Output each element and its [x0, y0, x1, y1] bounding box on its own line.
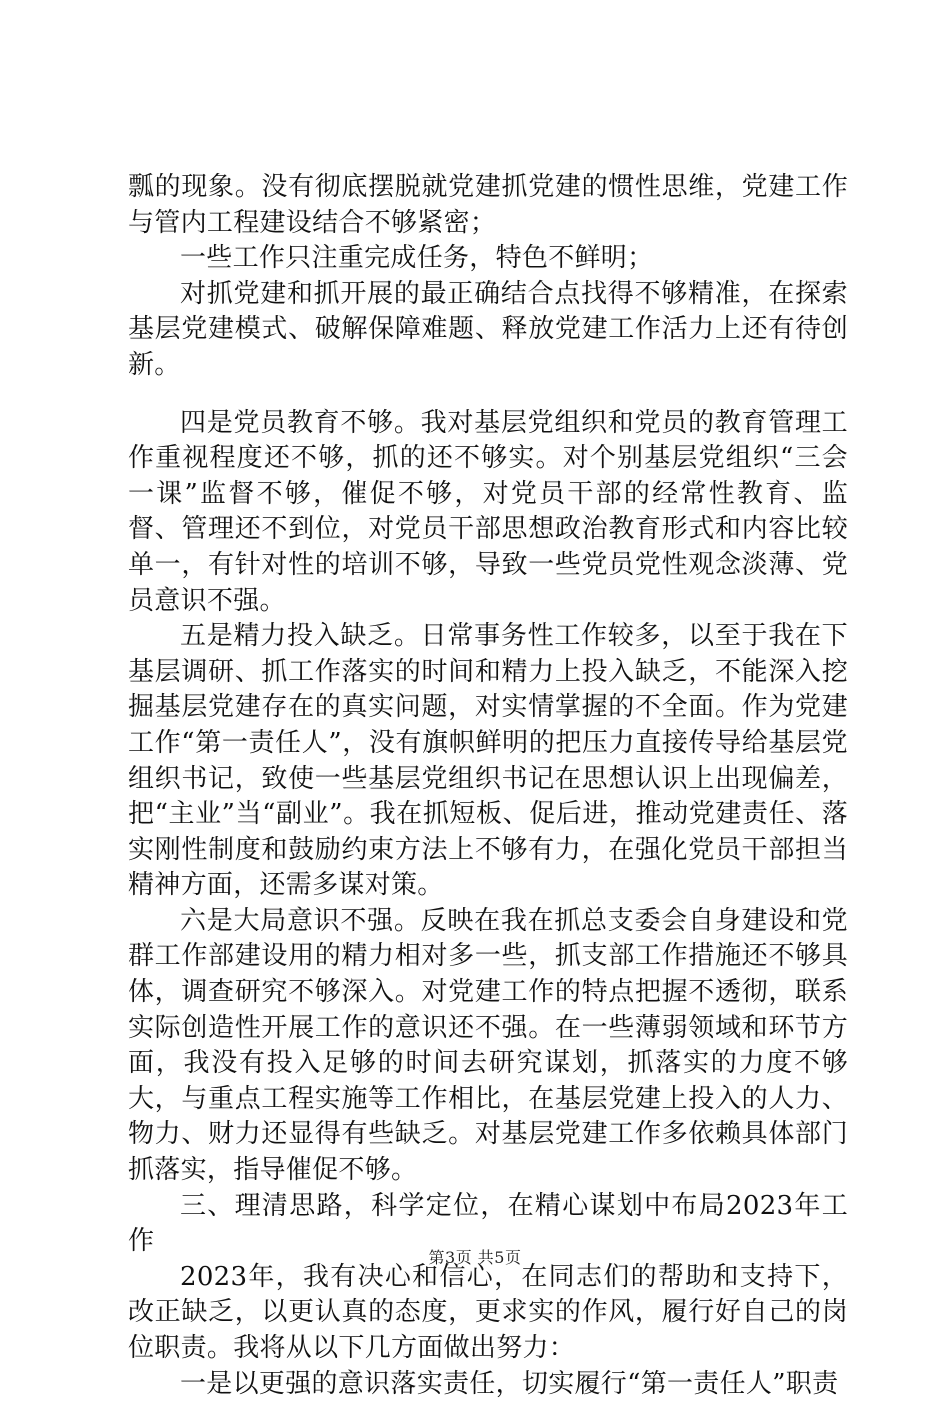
- paragraph-point-four: 四是党员教育不够。我对基层党组织和党员的教育管理工作重视程度还不够，抓的还不够实。对个别基层党组织“三会一课”监督不够，催促不够，对党员干部的经常性教育、监督、管理还不到位，对党员干部思想政治教育形式和内容比较单一，有针对性的培训不够，导致一些党员党性观念淡薄、党员意识不强。: [128, 407, 848, 616]
- paragraph-plan-point-one: 一是以更强的意识落实责任，切实履行“第一责任人”职责: [180, 1368, 839, 1399]
- paragraph-continuation: 瓢的现象。没有彻底摆脱就党建抓党建的惯性思维，党建工作与管内工程建设结合不够紧密；: [128, 172, 848, 238]
- paragraph-point-six: 六是大局意识不强。反映在我在抓总支委会自身建设和党群工作部建设用的精力相对多一些，抓支部工作措施还不够具体，调查研究不够深入。对党建工作的特点把握不透彻，联系实际创造性开展工作的意识还不强。在一些薄弱领域和环节方面，我没有投入足够的时间去研究谋划，抓落实的力度不够大，与重点工程实施等工作相比，在基层党建上投入的人力、物力、财力还显得有些缺乏。对基层党建工作多依赖具体部门抓落实，指导催促不够。: [128, 905, 848, 1186]
- section-heading-three: 三、理清思路，科学定位，在精心谋划中布局2023年工作: [128, 1190, 848, 1257]
- page-number-footer: 第3页 共5页: [428, 1248, 522, 1267]
- document-body: [128, 170, 848, 1402]
- paragraph-point-five: 五是精力投入缺乏。日常事务性工作较多，以至于我在下基层调研、抓工作落实的时间和精力上投入缺乏，不能深入挖掘基层党建存在的真实问题，对实情掌握的不全面。作为党建工作“第一责任人”，没有旗帜鲜明的把压力直接传导给基层党组织书记，致使一些基层党组织书记在思想认识上出现偏差，把“主业”当“副业”。我在抓短板、促后进，推动党建责任、落实刚性制度和鼓励约束方法上不够有力，在强化党员干部担当精神方面，还需多谋对策。: [128, 621, 848, 901]
- paragraph-plan-intro: 2023年，我有决心和信心，在同志们的帮助和支持下，改正缺乏，以更认真的态度，更求实的作风，履行好自己的岗位职责。我将从以下几方面做出努力：: [128, 1261, 848, 1363]
- paragraph-integration-issue: 对抓党建和抓开展的最正确结合点找得不够精准，在探索基层党建模式、破解保障难题、释放党建工作活力上还有待创新。: [128, 278, 848, 380]
- paragraph-feature-issue: 一些工作只注重完成任务，特色不鲜明；: [180, 243, 654, 274]
